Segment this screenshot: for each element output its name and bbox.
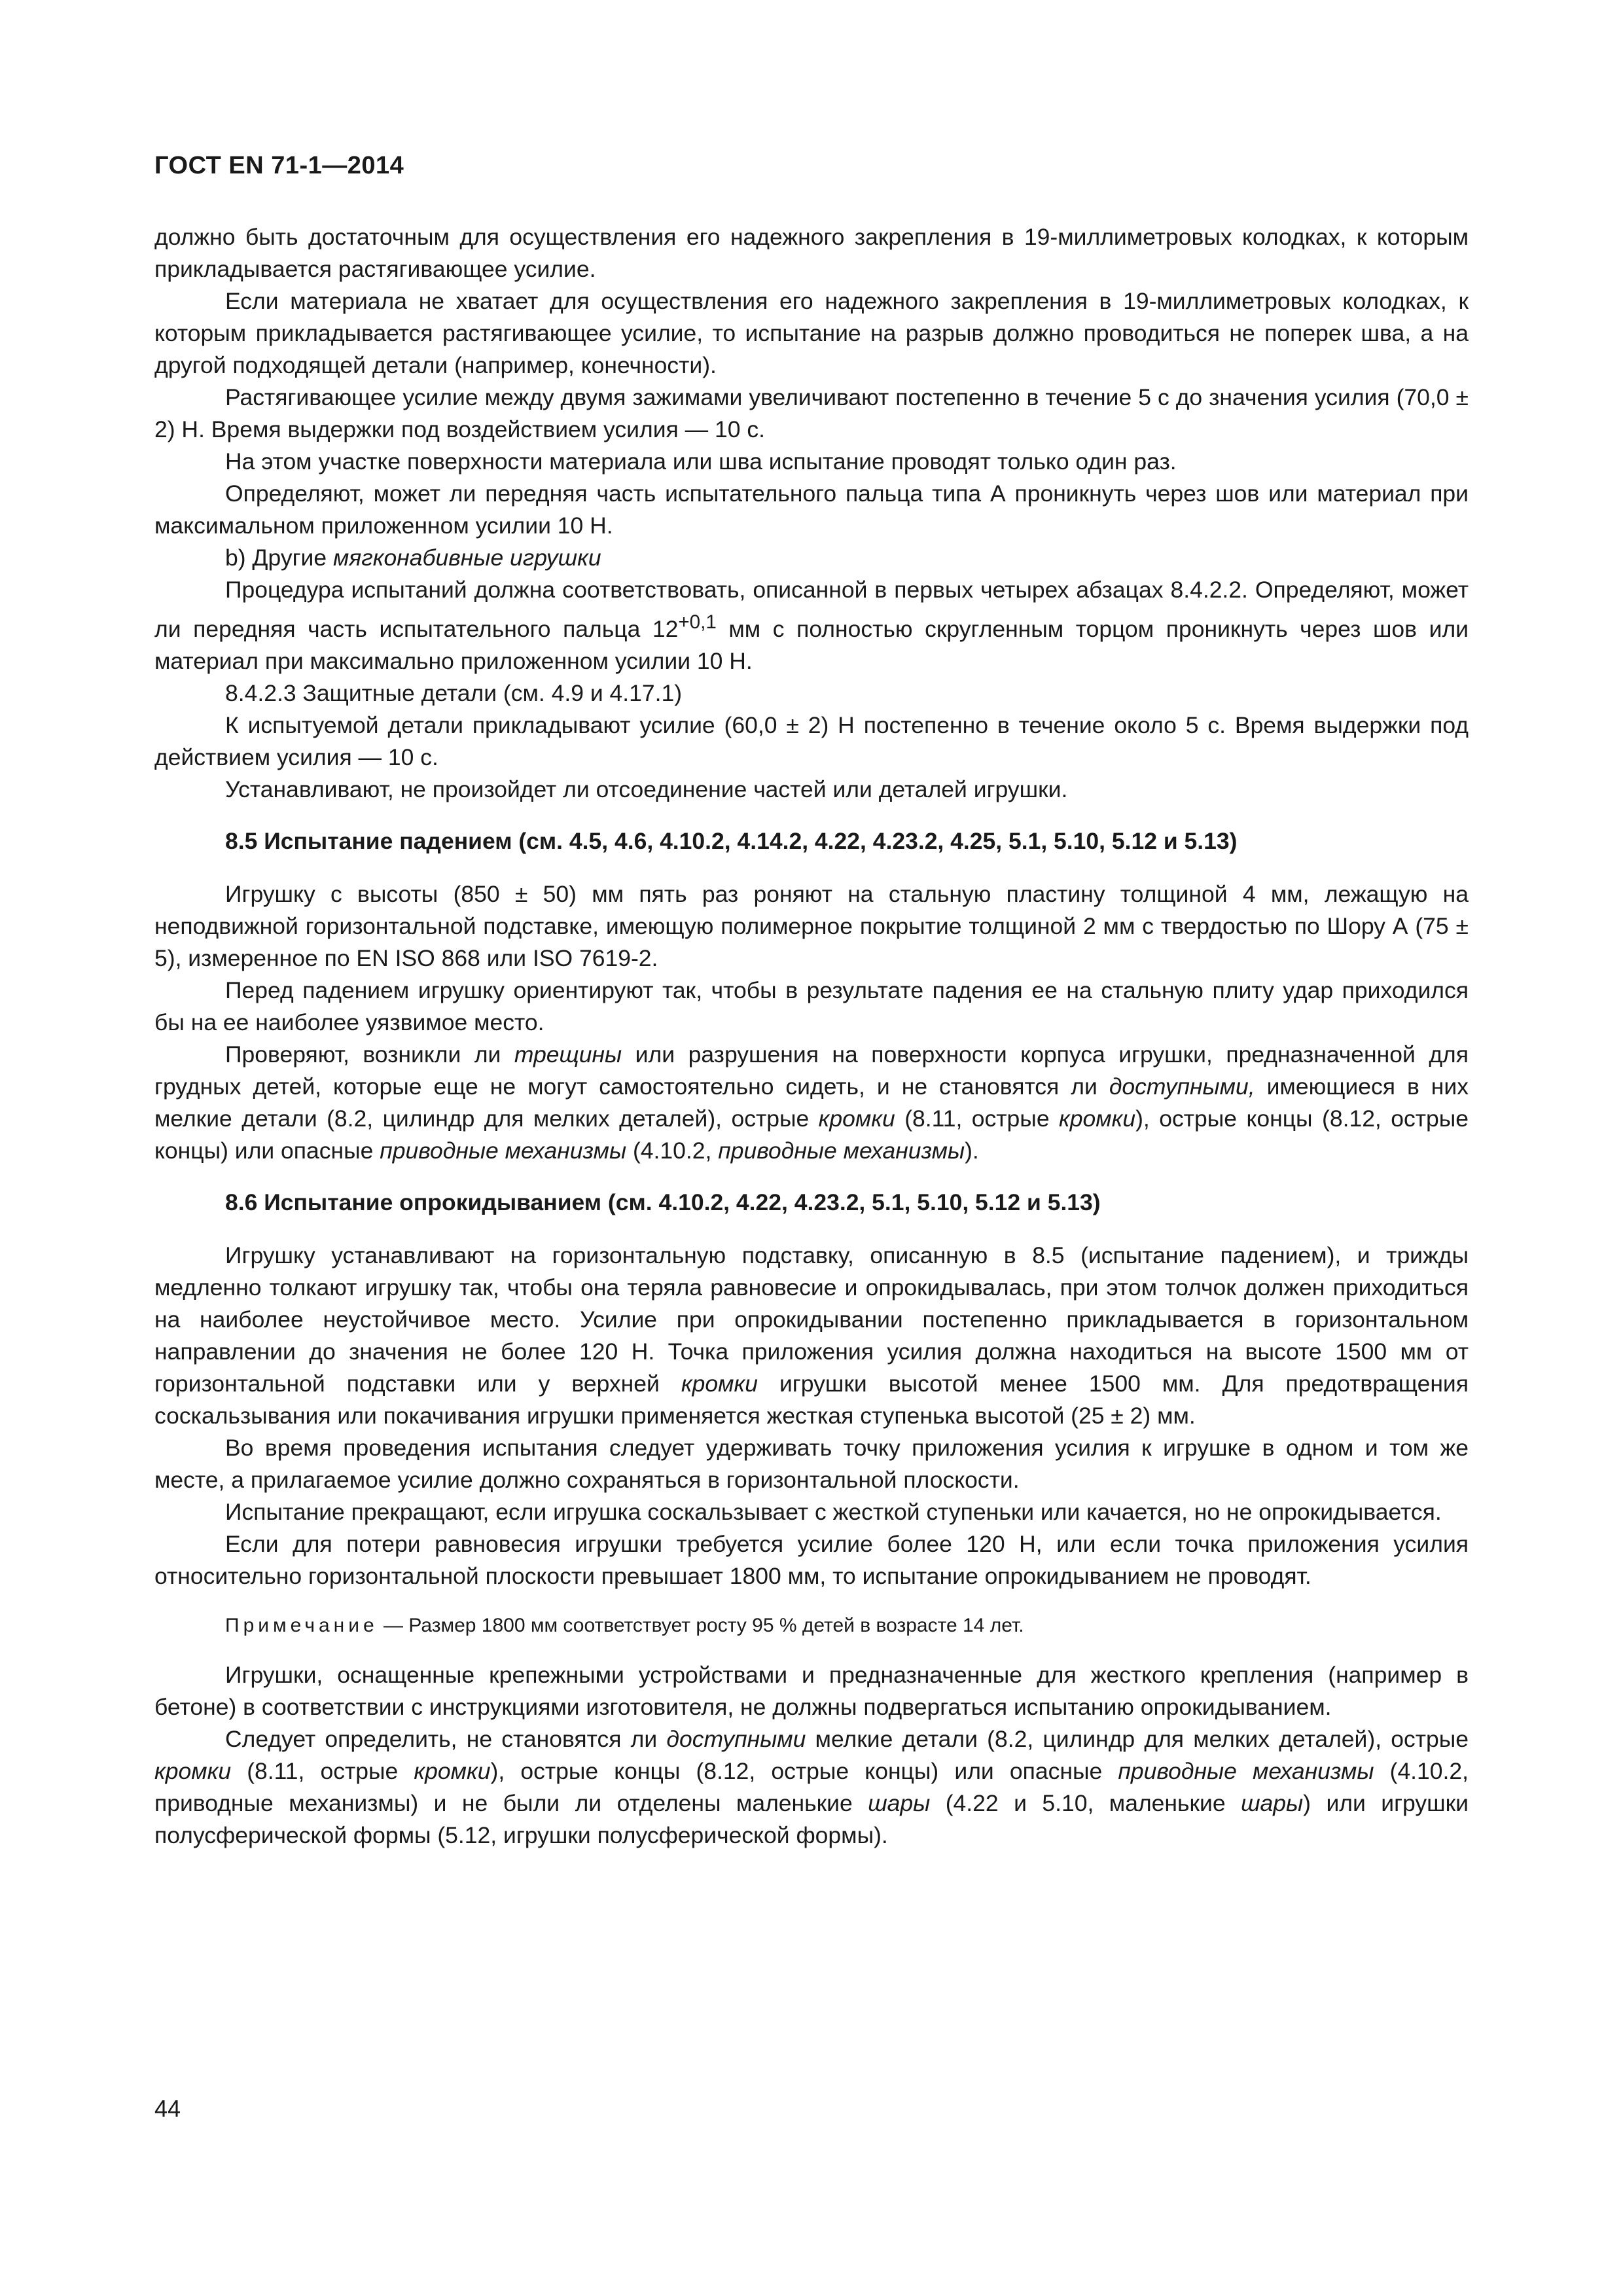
paragraph: Испытание прекращают, если игрушка соскальзывает с жесткой ступеньки или качается, но не опрокидывается. [225, 1498, 1442, 1525]
page-content [154, 221, 1469, 1852]
section-heading-8-5: 8.5 Испытание падением (см. 4.5, 4.6, 4.10.2, 4.14.2, 4.22, 4.23.2, 4.25, 5.1, 5.10, 5.12 и 5.13) [225, 827, 1238, 854]
italic-term: доступными, [1109, 1073, 1255, 1100]
paragraph: К испытуемой детали прикладывают усилие (60,0 ± 2) Н постепенно в течение около 5 с. Время выдержки под действием усилия — 10 с. [154, 711, 1469, 770]
text-run: Игрушку устанавливают на горизонтальную подставку, описанную в 8.5 (испытание падением), и трижды медленно толкают игрушку так, чтобы она теряла равновесие и опрокидывалась, при этом толчок должен приходиться на наиболее неустойчивое место. Усилие при опрокидывании постепенно прикладывается в горизонтальном направлении до значения не более 120 Н. Точка приложения усилия должна находиться на высоте 1500 мм от горизонтальной подставки или у верхней [154, 1242, 1469, 1397]
italic-term: шары [868, 1789, 931, 1816]
italic-term: приводные механизмы [1118, 1757, 1374, 1784]
paragraph: должно быть достаточным для осуществления его надежного закрепления в 19-миллиметровых колодках, к которым прикладывается растягивающее усилие. [154, 224, 1469, 282]
italic-term: шары [1241, 1789, 1304, 1816]
text-run: b) Другие [225, 545, 333, 571]
paragraph: Устанавливают, не произойдет ли отсоединение частей или деталей игрушки. [225, 776, 1068, 802]
paragraph: Игрушки, оснащенные крепежными устройствами и предназначенные для жесткого крепления (например в бетоне) в соответствии с инструкциями изготовителя, не должны подвергаться испытанию опрокидыванием. [154, 1661, 1469, 1720]
text-run: мм с полностью скругленным торцом проникнуть через шов или материал при максимально приложенном усилии 10 Н. [154, 615, 1469, 674]
paragraph [154, 1039, 1469, 1167]
paragraph: Если материала не хватает для осуществления его надежного закрепления в 19-миллиметровых колодках, к которым прикладывается растягивающее усилие, то испытание на разрыв должно проводиться не поперек шва, а на другой подходящей детали (например, конечности). [154, 288, 1469, 378]
paragraph: Растягивающее усилие между двумя зажимами увеличивают постепенно в течение 5 с до значения усилия (70,0 ± 2) Н. Время выдержки под воздействием усилия — 10 с. [154, 384, 1469, 442]
paragraph: Во время проведения испытания следует удерживать точку приложения усилия к игрушке в одном и том же месте, а прилагаемое усилие должно сохраняться в горизонтальной плоскости. [154, 1434, 1469, 1493]
text-run: или разрушения на поверхности корпуса игрушки, предназначенной для грудных детей, которые еще не могут самостоятельно сидеть, и не становятся ли [154, 1041, 1469, 1100]
italic-term: мягконабивные игрушки [332, 545, 601, 571]
text-run: (4.10.2, [626, 1137, 719, 1164]
paragraph: Если для потери равновесия игрушки требуется усилие более 120 Н, или если точка приложения усилия относительно горизонтальной плоскости превышает 1800 мм, то испытание опрокидыванием не проводят. [154, 1530, 1469, 1589]
italic-term: кромки [1059, 1105, 1136, 1132]
italic-term: кромки [154, 1757, 232, 1784]
text-run: ), острые концы (8.12, острые концы) или опасные [154, 1105, 1469, 1164]
text-run: (4.22 и 5.10, маленькие [930, 1789, 1241, 1816]
paragraph: Определяют, может ли передняя часть испытательного пальца типа А проникнуть через шов или материал при максимальном приложенном усилии 10 Н. [154, 480, 1469, 539]
text-run: (4.10.2, приводные механизмы) и не были ли отделены маленькие [154, 1757, 1469, 1816]
italic-term: кромки [681, 1370, 758, 1397]
paragraph-list-item-b [154, 542, 1469, 574]
paragraph: Перед падением игрушку ориентируют так, чтобы в результате падения ее на стальную плиту удар приходился бы на ее наиболее уязвимое место. [154, 977, 1469, 1035]
text-run: (8.11, острые [895, 1105, 1060, 1132]
text-run: Процедура испытаний должна соответствовать, описанной в первых четырех абзацах 8.4.2.2. Определяют, может ли передняя часть испытательного пальца 12 [154, 577, 1469, 642]
paragraph [154, 1723, 1469, 1852]
italic-term: трещины [514, 1041, 622, 1067]
text-run: ), острые концы (8.12, острые концы) или опасные [490, 1757, 1118, 1784]
note-text: — Размер 1800 мм соответствует росту 95 % детей в возрасте 14 лет. [378, 1614, 1024, 1636]
italic-term: кромки [818, 1105, 895, 1132]
tolerance-superscript: +0,1 [678, 611, 717, 633]
paragraph [154, 574, 1469, 677]
paragraph: На этом участке поверхности материала или шва испытание проводят только один раз. [225, 448, 1177, 475]
page-number: 44 [154, 2095, 181, 2122]
italic-term: приводные механизмы [380, 1137, 627, 1164]
text-run: игрушки высотой менее 1500 мм. Для предотвращения соскальзывания или покачивания игрушки применяется жесткая ступенька высотой (25 ± 2) мм. [154, 1370, 1469, 1429]
subsection-title: 8.4.2.3 Защитные детали (см. 4.9 и 4.17.1) [225, 679, 683, 706]
paragraph: Игрушку с высоты (850 ± 50) мм пять раз роняют на стальную пластину толщиной 4 мм, лежащую на неподвижной горизонтальной подставке, имеющую полимерное покрытие толщиной 2 мм с твердостью по Шору А (75 ± 5), измеренное по EN ISO 868 или ISO 7619-2. [154, 880, 1469, 971]
text-run: ). [965, 1137, 979, 1164]
note-label: Примечание [225, 1614, 378, 1636]
text-run: (8.11, острые [231, 1757, 414, 1784]
text-run: ) или игрушки полусферической формы (5.12, игрушки полусферической формы). [154, 1789, 1469, 1848]
italic-term: кромки [414, 1757, 491, 1784]
italic-term: приводные механизмы [718, 1137, 965, 1164]
text-run: Следует определить, не становятся ли [225, 1725, 667, 1752]
document-header: ГОСТ EN 71-1—2014 [154, 152, 404, 179]
text-run: имеющиеся в них мелкие детали (8.2, цилиндр для мелких деталей), острые [154, 1073, 1469, 1132]
text-run: мелкие детали (8.2, цилиндр для мелких деталей), острые [806, 1725, 1469, 1752]
paragraph [154, 1240, 1469, 1432]
text-run: Проверяют, возникли ли [225, 1041, 514, 1067]
italic-term: доступными [666, 1725, 806, 1752]
note [154, 1612, 1469, 1640]
section-heading-8-6: 8.6 Испытание опрокидыванием (см. 4.10.2, 4.22, 4.23.2, 5.1, 5.10, 5.12 и 5.13) [225, 1189, 1101, 1215]
